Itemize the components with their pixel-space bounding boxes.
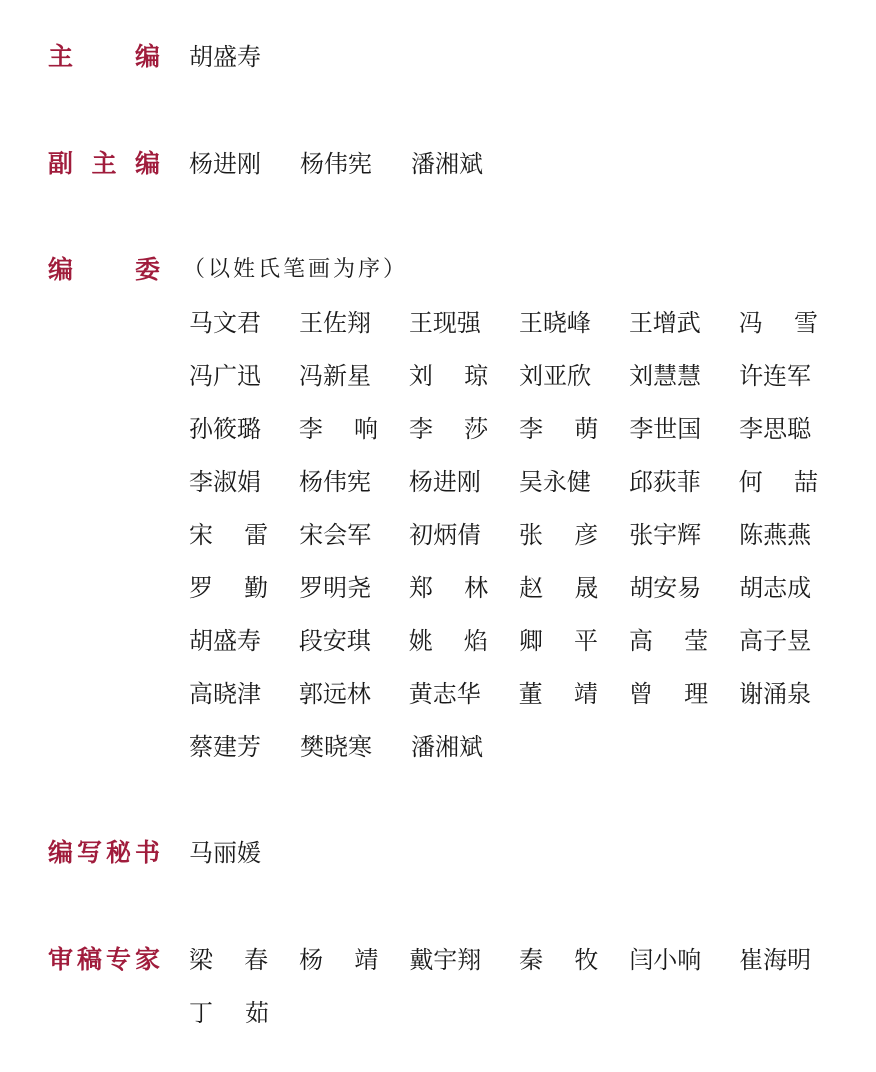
name-grid [189,306,849,783]
label-char: 编 [48,838,74,867]
section-label [48,40,160,74]
person-name: 郭远林 [298,680,371,708]
label-char: 委 [134,255,160,284]
person-name: 陈燕燕 [739,521,812,549]
name-char: 杨 [299,946,324,974]
person-name: 李思聪 [739,415,812,443]
name-row [189,147,849,200]
label-char: 家 [134,945,160,974]
person-name: 杨伟宪 [298,468,371,496]
person-name: 段安琪 [298,627,371,655]
name-char: 罗 [189,574,213,602]
name-char: 董 [518,680,543,708]
person-name: 刘亚欣 [519,362,592,390]
person-name [299,412,378,446]
person-name: 杨伟宪 [300,150,372,178]
person-name: 杨进刚 [408,468,481,496]
name-row [189,412,849,465]
name-char: 牧 [574,946,599,974]
person-name: 王佐翔 [298,309,371,337]
name-row [189,40,849,93]
name-char: 梁 [189,946,213,974]
person-name: 高子昱 [739,627,812,655]
person-name: 潘湘斌 [411,733,483,761]
person-name [629,624,708,658]
name-char: 雪 [794,309,819,337]
name-list [189,836,849,889]
name-char: 卿 [518,627,543,655]
name-char: 莹 [684,627,709,655]
person-name [409,359,488,393]
person-name [519,677,598,711]
person-name: 胡志成 [739,574,812,602]
person-name: 王晓峰 [518,309,591,337]
person-name [519,412,598,446]
name-char: 响 [354,415,378,443]
label-char: 编 [134,149,160,178]
person-name [189,518,268,552]
name-char: 张 [518,521,543,549]
name-row [189,677,849,730]
person-name [519,943,598,977]
name-char: 李 [519,415,544,443]
person-name [409,571,488,605]
name-char: 茹 [245,999,269,1027]
name-char: 李 [409,415,433,443]
name-row [189,624,849,677]
person-name: 胡盛寿 [189,43,261,71]
person-name: 马文君 [189,309,261,337]
person-name [409,624,488,658]
person-name: 李淑娟 [189,468,261,496]
label-char: 编 [48,255,74,284]
label-char: 主 [48,42,74,71]
committee-names [183,253,849,783]
name-char: 李 [298,415,323,443]
person-name: 许连军 [739,362,812,390]
name-char: 琼 [464,362,489,390]
label-char: 书 [134,838,160,867]
name-char: 萌 [574,415,599,443]
name-row [189,836,849,889]
name-char: 刘 [408,362,433,390]
person-name: 樊晓寒 [300,733,372,761]
name-row [189,306,849,359]
person-name: 冯新星 [298,362,371,390]
name-list [189,943,849,1049]
label-char: 编 [134,42,160,71]
name-char: 喆 [794,468,819,496]
person-name: 刘慧慧 [629,362,702,390]
label-char: 主 [91,149,117,178]
name-char: 平 [574,627,598,655]
person-name: 戴宇翔 [409,946,482,974]
person-name: 孙筱璐 [189,415,261,443]
name-row [189,571,849,624]
order-note: （以姓氏笔画为序） [183,257,409,282]
person-name: 初炳倩 [409,521,482,549]
person-name: 杨进刚 [189,150,261,178]
person-name: 谢涌泉 [739,680,812,708]
label-char: 秘 [105,838,131,867]
label-char: 副 [48,149,74,178]
label-char: 稿 [76,945,102,974]
name-char: 焰 [463,627,488,655]
name-row [189,943,849,996]
label-char: 专 [105,945,131,974]
name-char: 彦 [574,521,599,549]
person-name [519,518,598,552]
name-char: 晟 [574,574,599,602]
name-char: 秦 [519,946,544,974]
person-name: 蔡建芳 [189,733,261,761]
person-name [519,571,598,605]
label-char: 写 [76,838,102,867]
name-char: 高 [629,627,653,655]
person-name: 马丽媛 [189,839,261,867]
person-name: 闫小响 [629,946,702,974]
person-name: 黄志华 [408,680,481,708]
person-name [189,943,268,977]
name-char: 林 [464,574,489,602]
person-name [629,677,708,711]
person-name: 罗明尧 [299,574,372,602]
person-name: 胡盛寿 [189,627,261,655]
name-char: 冯 [738,309,763,337]
name-char: 宋 [189,521,213,549]
person-name: 张宇辉 [629,521,702,549]
name-char: 勤 [244,574,269,602]
name-char: 丁 [189,999,213,1027]
person-name [739,306,818,340]
name-char: 春 [244,946,269,974]
person-name: 邱荻菲 [628,468,701,496]
name-row [189,730,849,783]
person-name: 李世国 [629,415,702,443]
name-char: 何 [738,468,763,496]
person-name [519,624,598,658]
section-label [48,147,160,181]
person-name: 王增武 [628,309,701,337]
person-name [739,465,818,499]
name-list [189,40,849,93]
name-char: 曾 [628,680,653,708]
name-row [189,359,849,412]
name-char: 靖 [573,680,598,708]
person-name: 宋会军 [299,521,372,549]
name-row [189,996,849,1049]
person-name: 吴永健 [518,468,591,496]
name-char: 靖 [354,946,379,974]
person-name: 潘湘斌 [411,150,483,178]
person-name: 高晓津 [189,680,261,708]
name-row [189,465,849,518]
section-label [48,836,160,870]
person-name [189,571,268,605]
label-char: 审 [48,945,74,974]
name-char: 姚 [408,627,433,655]
name-row [189,518,849,571]
person-name: 王现强 [408,309,481,337]
person-name [409,412,488,446]
person-name: 胡安易 [629,574,702,602]
section-label [48,943,160,977]
person-name: 崔海明 [739,946,812,974]
person-name: 冯广迅 [189,362,261,390]
name-char: 理 [684,680,709,708]
name-char: 郑 [409,574,433,602]
name-char: 莎 [464,415,489,443]
name-char: 赵 [519,574,544,602]
name-char: 雷 [244,521,269,549]
person-name [299,943,378,977]
person-name [189,996,269,1030]
name-list [189,147,849,200]
section-label [48,253,160,287]
